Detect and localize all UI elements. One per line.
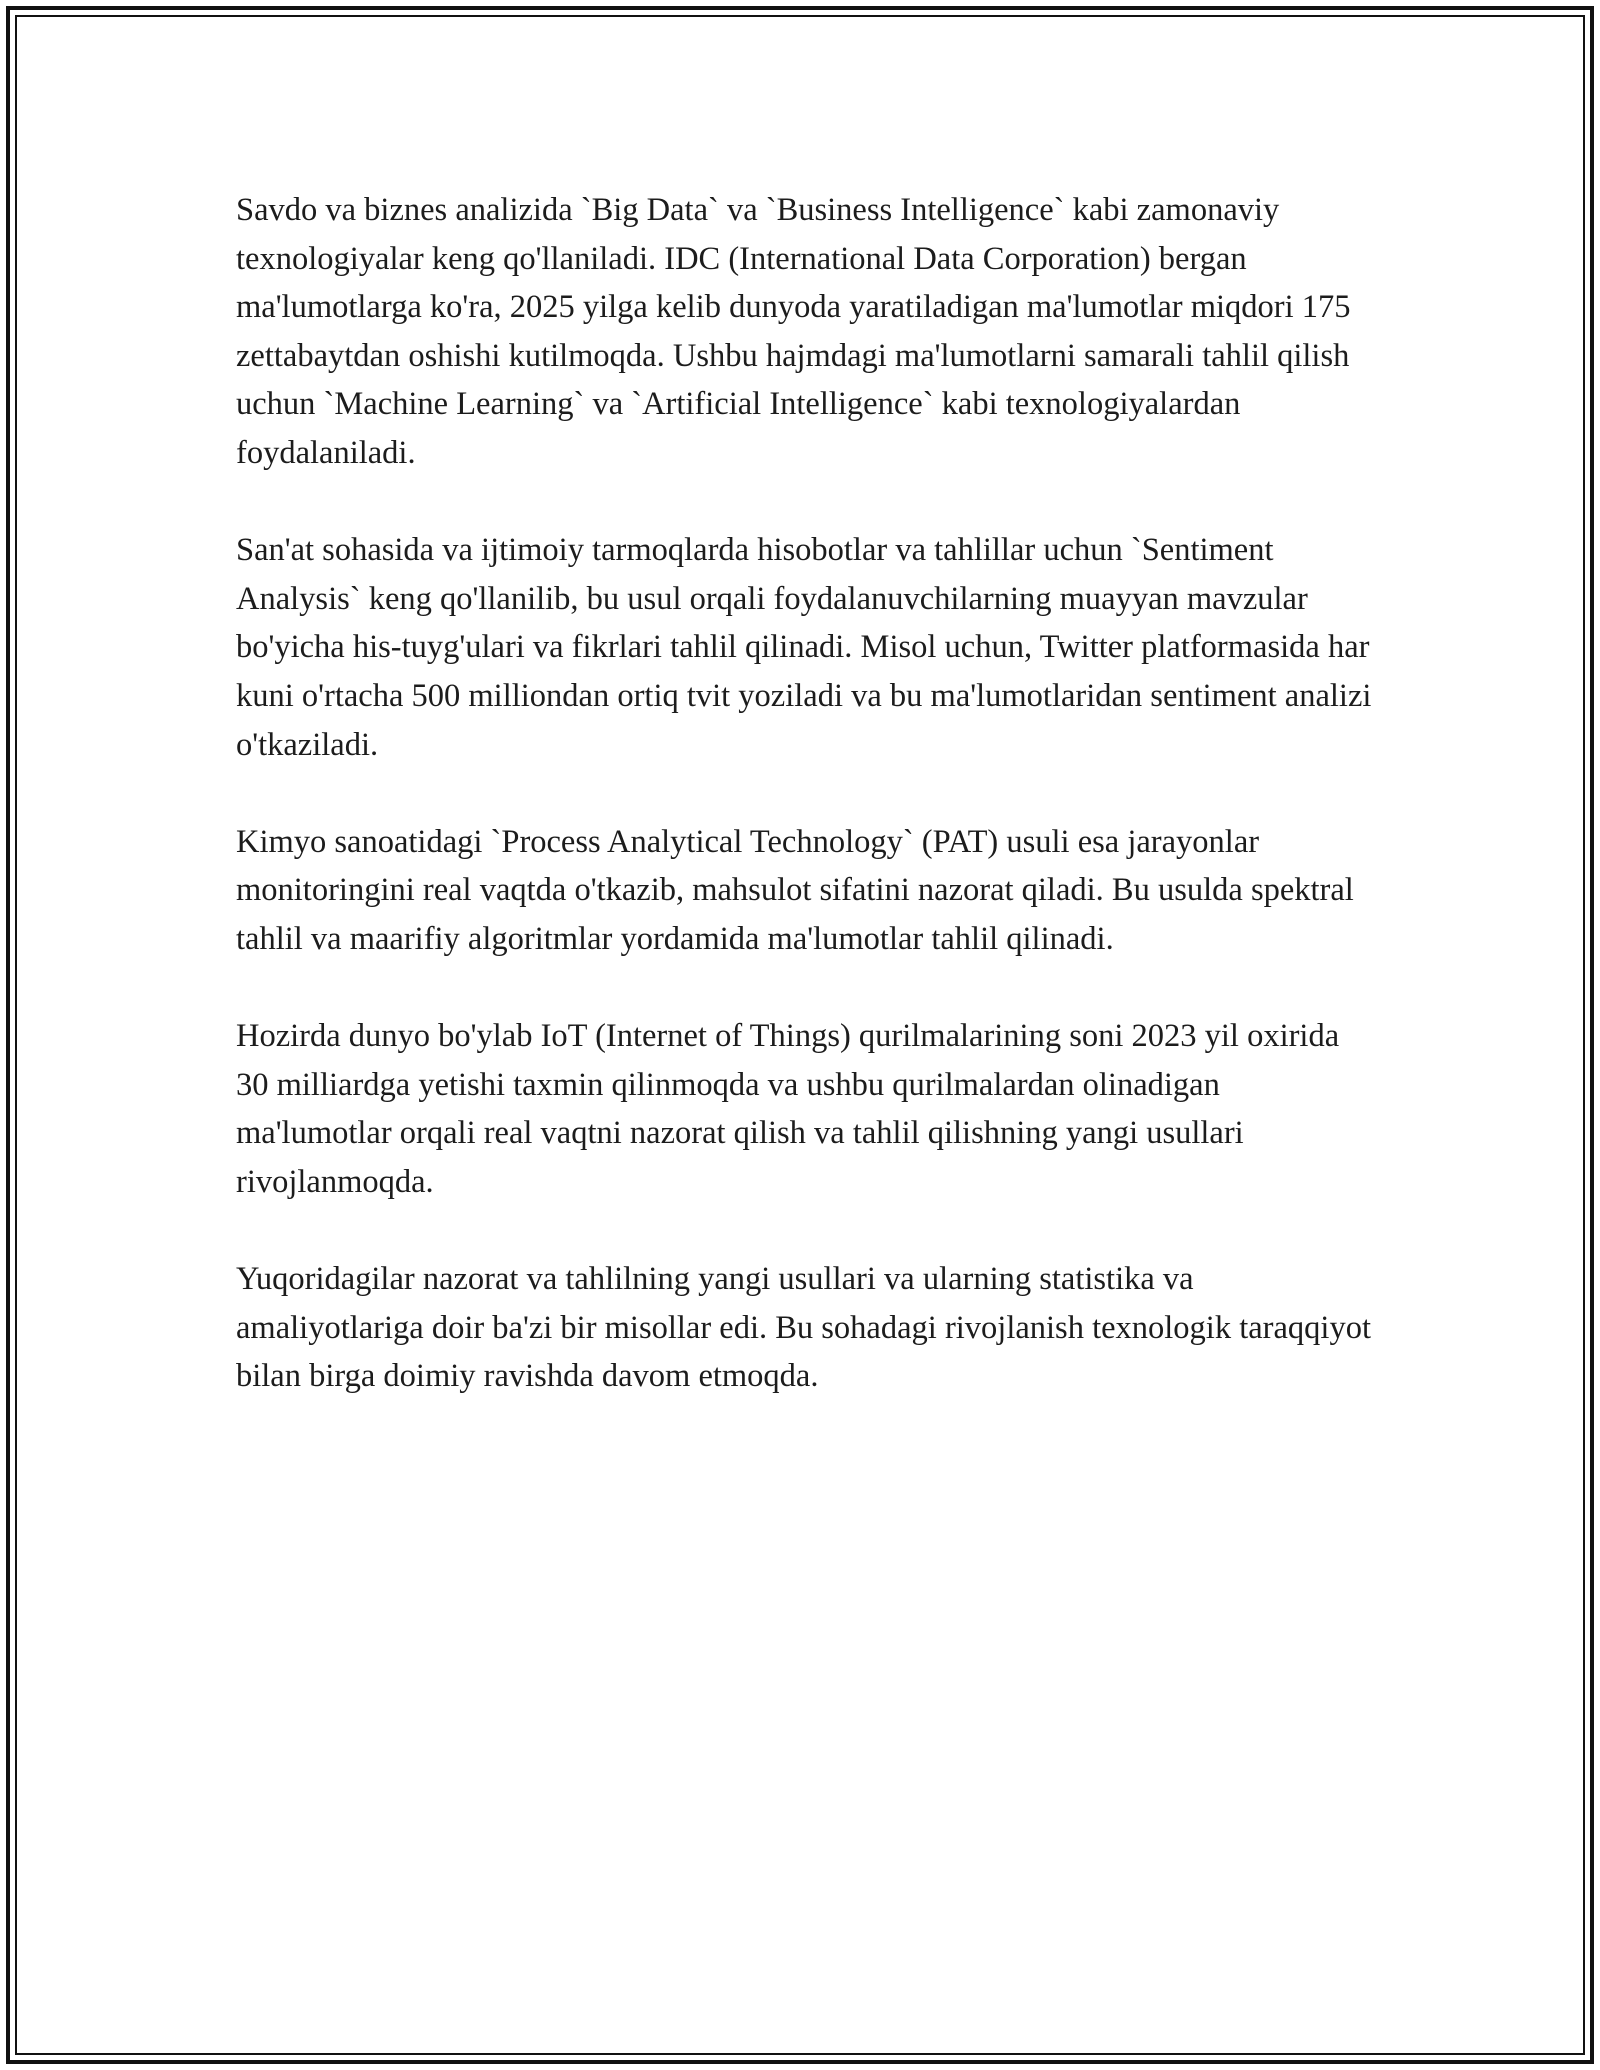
paragraph-conclusion: Yuqoridagilar nazorat va tahlilning yangi usullari va ularning statistika va amaliyotlariga doir ba'zi bir misollar edi. Bu sohadagi rivojlanish texnologik taraqqiyot bilan birga doimiy ravishda davom etmoqda. — [236, 1261, 1371, 1395]
paragraph-iot: Hozirda dunyo bo'ylab IoT (Internet of Things) qurilmalarining soni 2023 yil oxirida 30 milliardga yetishi taxmin qilinmoqda va ushbu qurilmalardan olinadigan ma'lumotlar orqali real vaqtni nazorat qilish va tahlil qilishning yangi usullari rivojlanmoqda. — [236, 1018, 1340, 1200]
paragraph-sentiment-analysis: San'at sohasida va ijtimoiy tarmoqlarda hisobotlar va tahlillar uchun `Sentiment Analysis` keng qo'llanilib, bu usul orqali foydalanuvchilarning muayyan mavzular bo'yicha his-tuyg'ulari va fikrlari tahlil qilinadi. Misol uchun, Twitter platformasida har kuni o'rtacha 500 milliondan ortiq tvit yoziladi va bu ma'lumotlaridan sentiment analizi o'tkaziladi. — [236, 532, 1372, 763]
paragraph-process-analytical-technology: Kimyo sanoatidagi `Process Analytical Technology` (PAT) usuli esa jarayonlar monitoringini real vaqtda o'tkazib, mahsulot sifatini nazorat qiladi. Bu usulda spektral tahlil va maarifiy algoritmlar yordamida ma'lumotlar tahlil qilinadi. — [236, 823, 1354, 957]
paragraph-big-data: Savdo va biznes analizida `Big Data` va `Business Intelligence` kabi zamonaviy texnologiyalar keng qo'llaniladi. IDC (International Data Corporation) bergan ma'lumotlarga ko'ra, 2025 yilga kelib dunyoda yaratiladigan ma'lumotlar miqdori 175 zettabaytdan oshishi kutilmoqda. Ushbu hajmdagi ma'lumotlarni samarali tahlil qilish uchun `Machine Learning` va `Artificial Intelligence` kabi texnologiyalardan foydalaniladi. — [236, 192, 1351, 471]
document-body — [236, 186, 1376, 1449]
